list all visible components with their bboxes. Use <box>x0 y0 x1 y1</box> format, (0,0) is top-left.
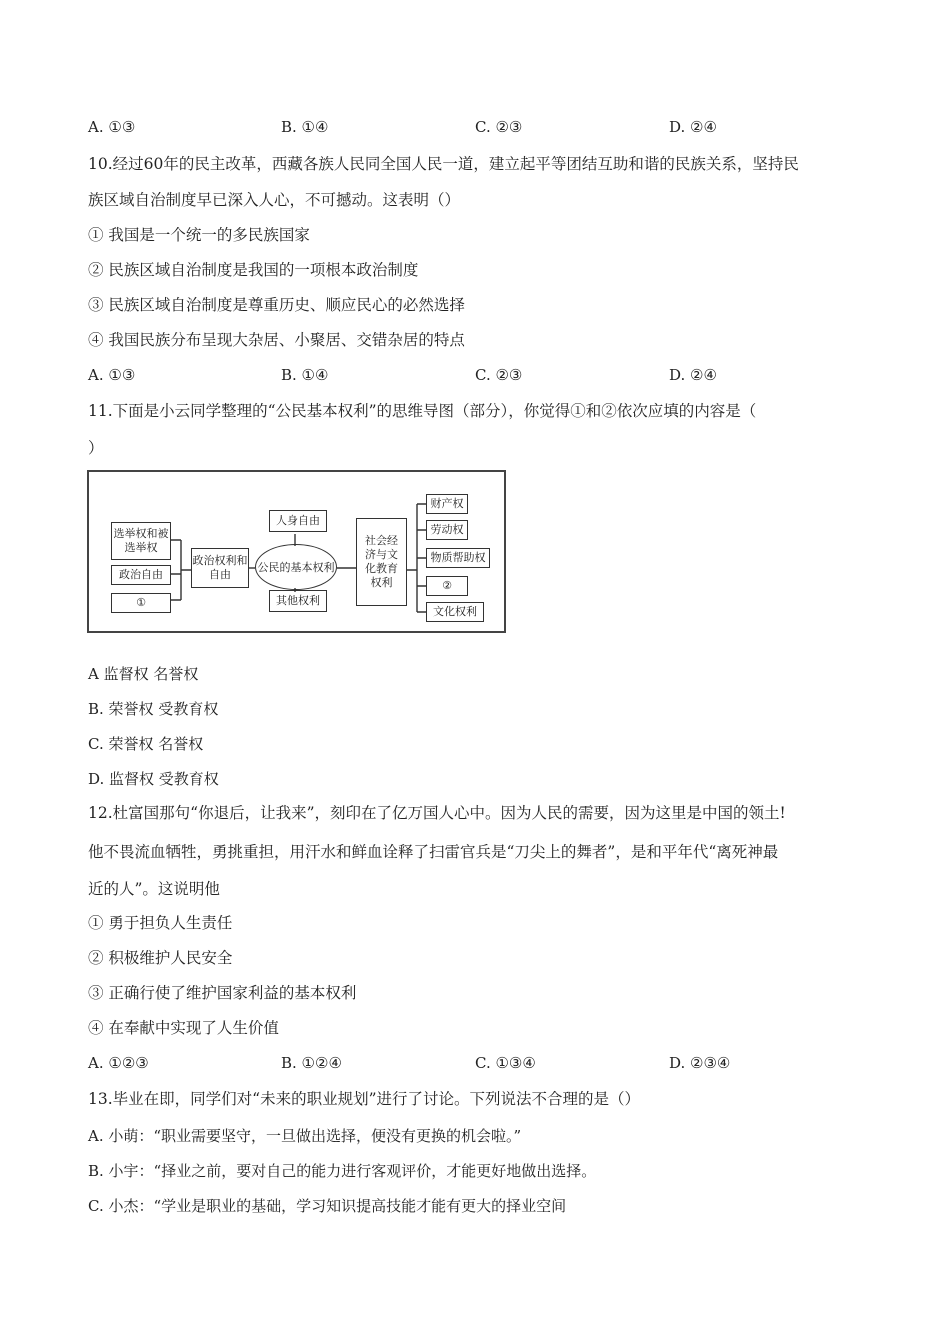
q11-option-d: D. 监督权 受教育权 <box>88 770 219 788</box>
q10-item-4: ④ 我国民族分布呈现大杂居、小聚居、交错杂居的特点 <box>88 331 465 349</box>
q9-option-a: A. ①③ <box>88 118 136 136</box>
q11-option-a: A 监督权 名誉权 <box>88 665 199 683</box>
q9-option-d: D. ②④ <box>669 118 717 136</box>
box-blank-1: ① <box>111 593 171 613</box>
q10-item-3: ③ 民族区域自治制度是尊重历史、顺应民心的必然选择 <box>88 296 465 314</box>
q13-option-c: C. 小杰：“学业是职业的基础，学习知识提高技能才能有更大的择业空间 <box>88 1197 567 1215</box>
q12-item-2: ② 积极维护人民安全 <box>88 949 233 967</box>
box-political-rights: 政治权利和自由 <box>191 548 249 588</box>
q12-option-d: D. ②③④ <box>669 1054 731 1072</box>
q11-stem-line2: ） <box>88 439 104 457</box>
q9-option-b: B. ①④ <box>281 118 329 136</box>
q10-option-d: D. ②④ <box>669 366 717 384</box>
q10-stem-line2: 族区域自治制度早已深入人心，不可撼动。这表明（） <box>88 191 461 209</box>
q12-item-1: ① 勇于担负人生责任 <box>88 914 233 932</box>
q13-stem: 13.毕业在即，同学们对“未来的职业规划”进行了讨论。下列说法不合理的是（） <box>88 1090 641 1108</box>
box-election-rights: 选举权和被选举权 <box>111 522 171 560</box>
box-material-aid-right: 物质帮助权 <box>426 548 490 568</box>
q10-option-c: C. ②③ <box>475 366 523 384</box>
q10-option-a: A. ①③ <box>88 366 136 384</box>
q12-stem-line1: 12.杜富国那句“你退后，让我来”，刻印在了亿万国人心中。因为人民的需要，因为这里是中国的领土! <box>88 804 786 822</box>
q10-option-b: B. ①④ <box>281 366 329 384</box>
q11-option-b: B. 荣誉权 受教育权 <box>88 700 219 718</box>
q13-option-b: B. 小宇：“择业之前，要对自己的能力进行客观评价，才能更好地做出选择。 <box>88 1162 597 1180</box>
box-blank-2: ② <box>426 576 468 596</box>
box-other-rights: 其他权利 <box>269 590 327 612</box>
box-socioeconomic-rights: 社会经济与文化教育权利 <box>356 518 407 606</box>
q12-stem-line3: 近的人”。这说明他 <box>88 880 220 898</box>
q11-option-c: C. 荣誉权 名誉权 <box>88 735 204 753</box>
q10-stem-line1: 10.经过60年的民主改革，西藏各族人民同全国人民一道，建立起平等团结互助和谐的民族关系，坚持民 <box>88 155 799 173</box>
box-personal-freedom: 人身自由 <box>269 510 327 532</box>
q12-item-4: ④ 在奉献中实现了人生价值 <box>88 1019 279 1037</box>
q12-item-3: ③ 正确行使了维护国家利益的基本权利 <box>88 984 357 1002</box>
q13-option-a: A. 小萌：“职业需要坚守，一旦做出选择，便没有更换的机会啦。” <box>88 1127 522 1145</box>
box-property-right: 财产权 <box>426 494 468 514</box>
q12-option-c: C. ①③④ <box>475 1054 536 1072</box>
q12-option-a: A. ①②③ <box>88 1054 149 1072</box>
q11-stem-line1: 11.下面是小云同学整理的“公民基本权利”的思维导图（部分），你觉得①和②依次应填的内容是（ <box>88 402 757 420</box>
box-cultural-rights: 文化权利 <box>426 602 484 622</box>
box-labor-right: 劳动权 <box>426 520 468 540</box>
box-political-freedom: 政治自由 <box>111 565 171 585</box>
q12-stem-line2: 他不畏流血牺牲，勇挑重担，用汗水和鲜血诠释了扫雷官兵是“刀尖上的舞者”，是和平年代“离死神最 <box>88 843 779 861</box>
q10-item-1: ① 我国是一个统一的多民族国家 <box>88 226 310 244</box>
rights-mind-map <box>87 470 506 633</box>
q10-item-2: ② 民族区域自治制度是我国的一项根本政治制度 <box>88 261 419 279</box>
ellipse-basic-rights: 公民的基本权利 <box>255 544 337 590</box>
q12-option-b: B. ①②④ <box>281 1054 342 1072</box>
q9-option-c: C. ②③ <box>475 118 523 136</box>
